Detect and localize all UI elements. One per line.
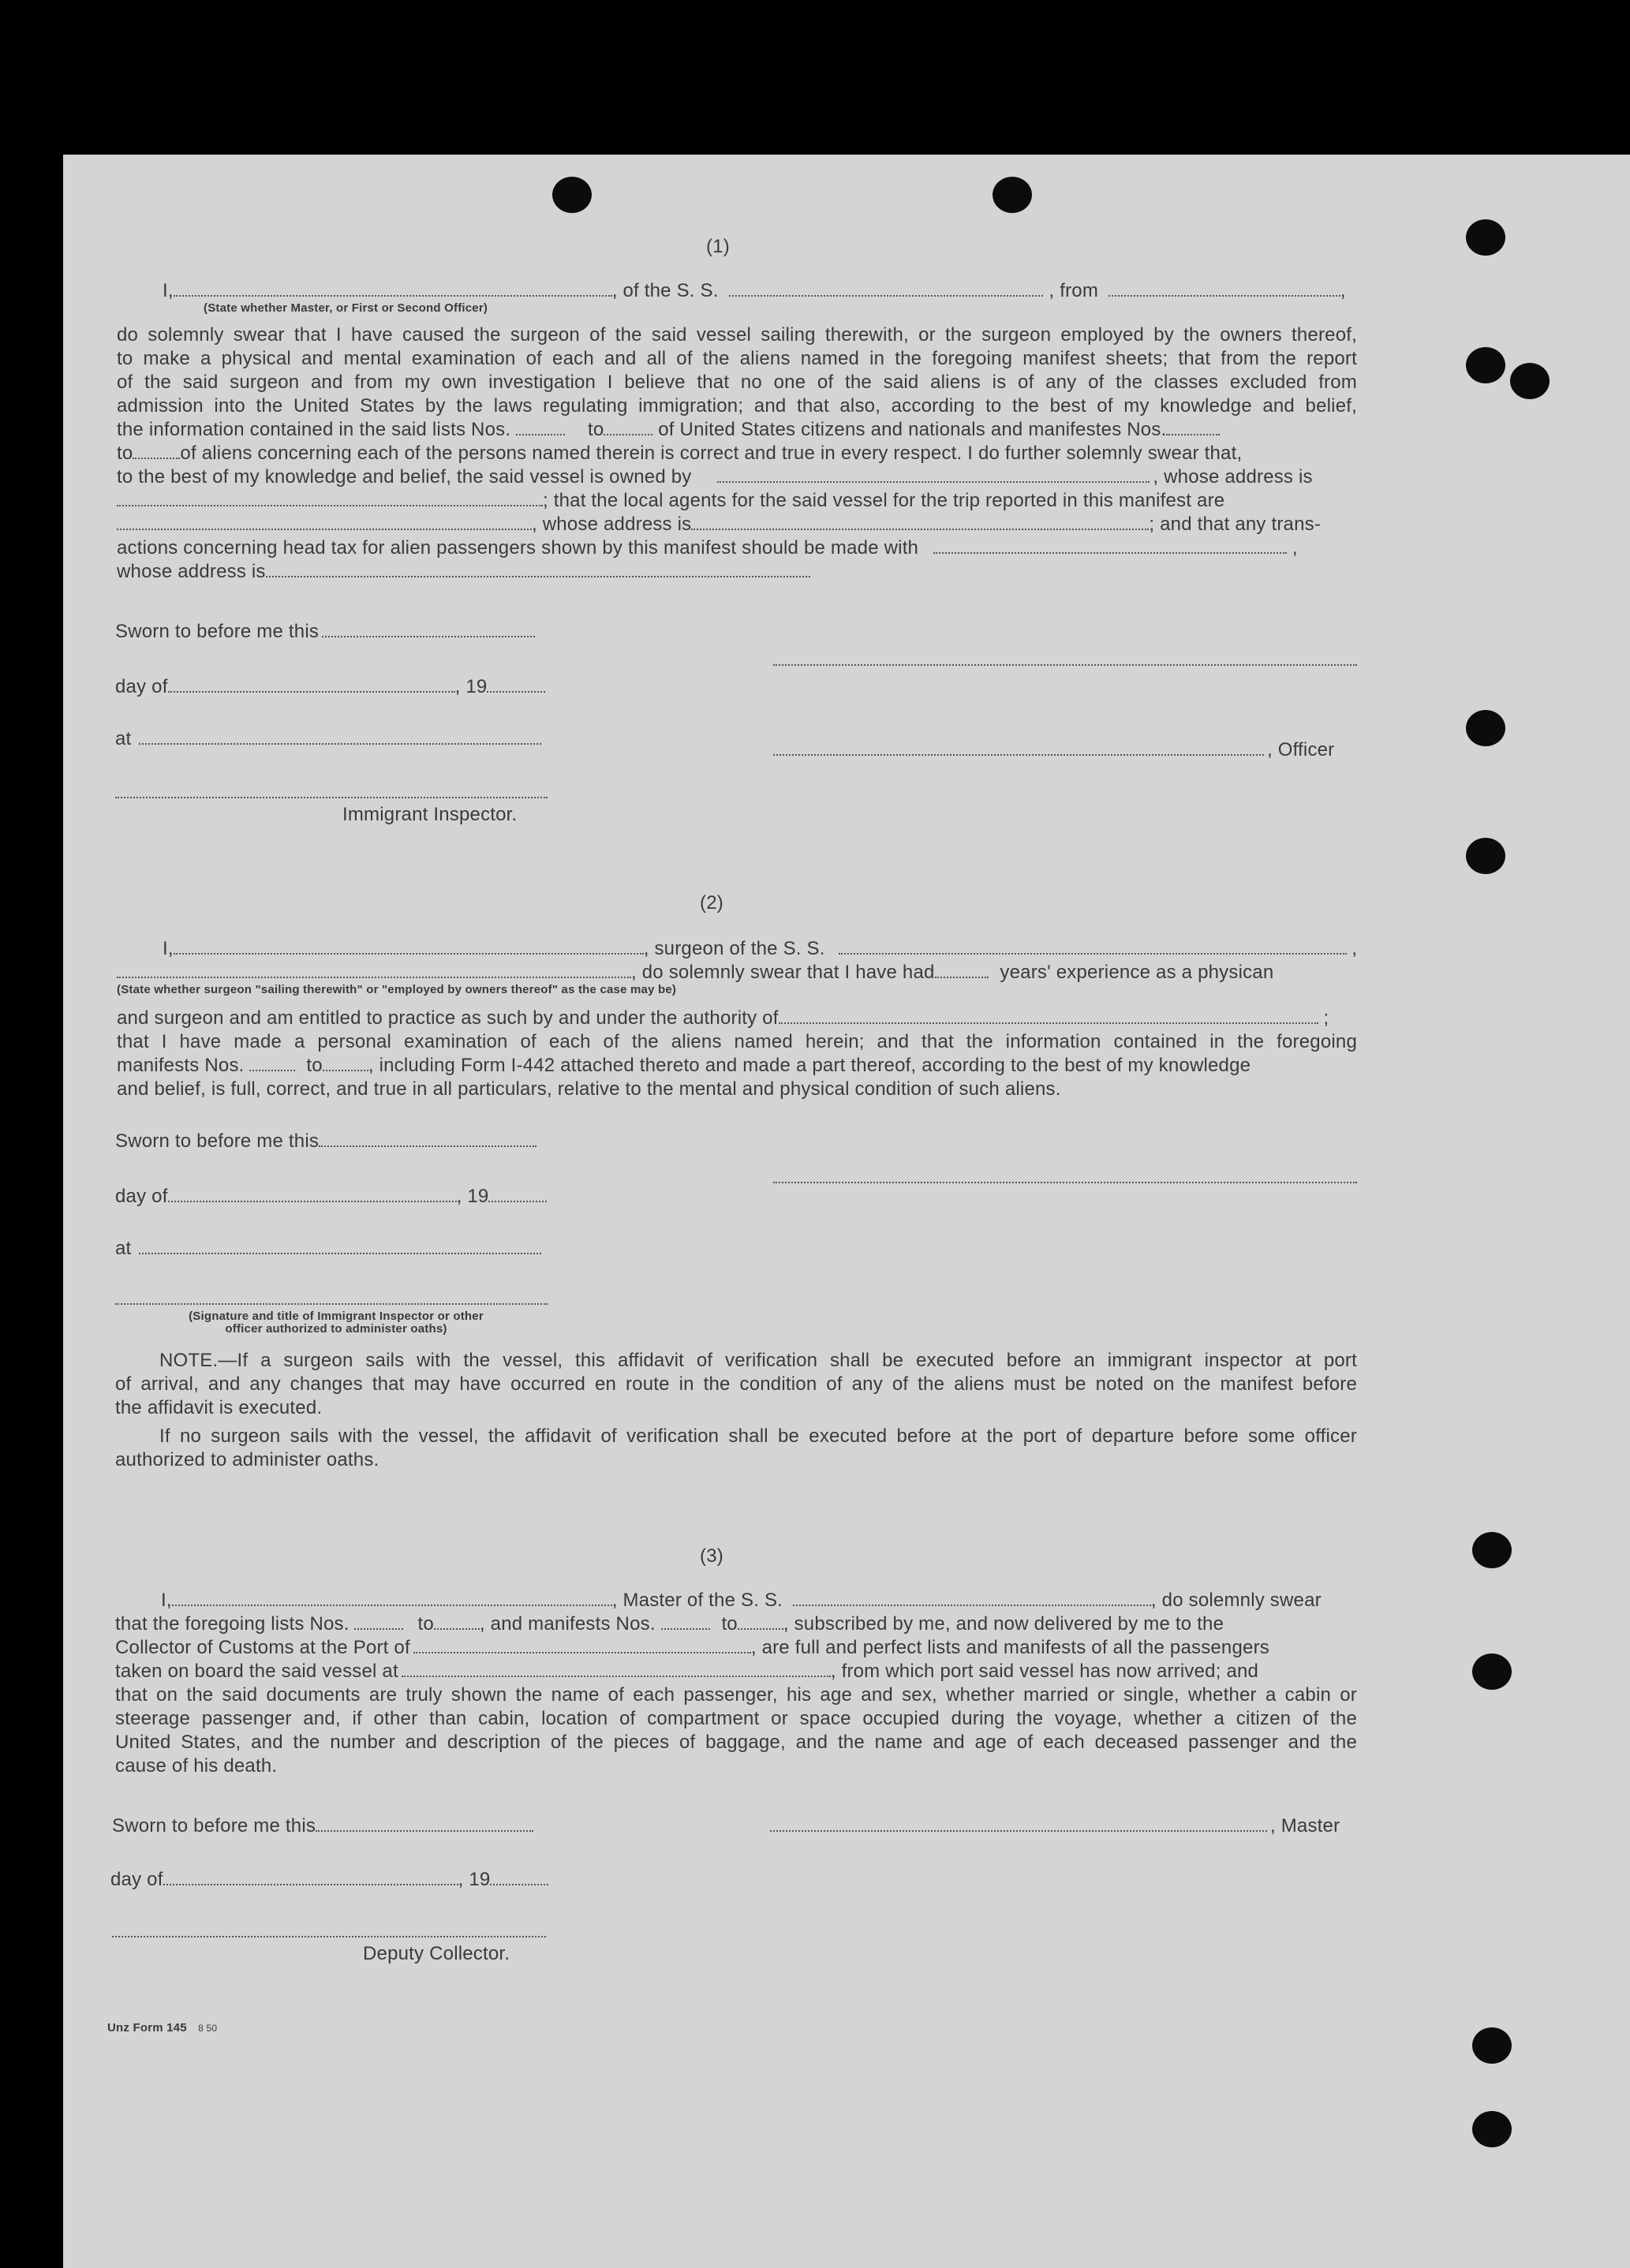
form-number	[107, 2021, 217, 2035]
s2-manifest-to-field[interactable]	[323, 1063, 368, 1071]
s3-collector-label: Deputy Collector.	[363, 1943, 510, 1964]
s2-vessel-field[interactable]	[839, 947, 1347, 955]
s1-inspector-label: Immigrant Inspector.	[342, 804, 518, 825]
s2-year-field[interactable]	[488, 1194, 547, 1202]
s3-body-1: that on the said documents are truly shown the name of each passenger, his age and sex, whether married or single, whether a cabin or	[115, 1684, 1357, 1706]
s2-line-2	[117, 961, 1273, 985]
s2-line-5	[117, 1054, 1251, 1078]
s1-sworn-date-field[interactable]	[322, 630, 535, 637]
punch-hole	[1472, 2111, 1512, 2147]
s1-line-5	[117, 418, 1220, 442]
s1-day-of-label: day of	[115, 676, 168, 697]
s1-l7b: , whose address is	[1153, 466, 1313, 488]
s1-l9b: ; and that any trans-	[1149, 514, 1322, 535]
s1-line-11	[117, 560, 810, 584]
s1-l9a: , whose address is	[532, 514, 692, 535]
s3-line-3	[115, 1636, 1269, 1660]
s2-l3: and surgeon and am entitled to practice as such by and under the authority of	[117, 1007, 779, 1029]
s2-at-label: at	[115, 1238, 132, 1259]
alien-manifest-from-field[interactable]	[1166, 428, 1220, 435]
s2-note-p2b: authorized to administer oaths.	[115, 1449, 379, 1470]
citizen-list-from-field[interactable]	[516, 428, 565, 435]
s1-officer-name-field[interactable]	[773, 748, 1264, 756]
s2-l5b: to	[306, 1055, 323, 1076]
s3-sworn	[112, 1814, 533, 1838]
s1-l5a: the information contained in the said lists Nos.	[117, 419, 511, 440]
head-tax-contact-field[interactable]	[933, 546, 1287, 554]
s3-sworn-label: Sworn to before me this	[112, 1815, 316, 1836]
s3-l2e: , subscribed by me, and now delivered by me to the	[783, 1613, 1224, 1635]
section-2-number: (2)	[700, 892, 723, 914]
s3-lists-from-field[interactable]	[354, 1622, 403, 1630]
s2-sworn-label: Sworn to before me this	[115, 1130, 320, 1152]
s1-of-ss: , of the S. S.	[611, 280, 719, 301]
s3-port-field[interactable]	[413, 1646, 751, 1653]
s1-sworn	[115, 620, 535, 644]
s3-line-2	[115, 1612, 1224, 1636]
s1-l6a: to	[117, 443, 133, 464]
s2-sworn-date-field[interactable]	[319, 1139, 536, 1147]
s1-i: I,	[163, 280, 174, 301]
s1-officer-label: , Officer	[1267, 739, 1335, 760]
s2-at	[115, 1237, 541, 1261]
s1-day-of	[115, 675, 545, 699]
s3-l2a: that the foregoing lists Nos.	[115, 1613, 350, 1635]
punch-hole	[1510, 363, 1550, 399]
s3-l2d: to	[721, 1613, 738, 1635]
s2-years-field[interactable]	[935, 970, 989, 978]
s3-collector-signature-line[interactable]	[112, 1934, 546, 1937]
s3-last: cause of his death.	[115, 1755, 278, 1777]
s3-body-3: United States, and the number and description of the pieces of baggage, and the name and age of each deceased passenger and the	[115, 1732, 1357, 1753]
s1-officer-signature-line[interactable]	[773, 663, 1357, 666]
s2-sworn	[115, 1130, 536, 1153]
s3-lists-to-field[interactable]	[434, 1622, 480, 1630]
s1-line-1: I, , of the S. S. , from ,	[163, 280, 1346, 301]
s1-at	[115, 727, 541, 751]
s1-line-8	[117, 489, 1224, 513]
s1-l11: whose address is	[117, 561, 266, 582]
s1-l6b: of aliens concerning each of the persons named therein is correct and true in every respect. I do further solemnly swear that,	[180, 443, 1243, 464]
s3-body-2: steerage passenger and, if other than cabin, location of compartment or space occupied during the voyage, whether a citizen of the	[115, 1708, 1357, 1729]
s3-line-1	[161, 1589, 1322, 1612]
s1-inspector-signature-line[interactable]	[115, 795, 548, 798]
s1-l5c: of United States citizens and nationals and manifestes Nos.	[658, 419, 1167, 440]
s2-note-p1b: of arrival, and any changes that may have occurred en route in the condition of any of the aliens must be noted on the manifest before	[115, 1373, 1357, 1395]
s3-manifests-from-field[interactable]	[661, 1622, 710, 1630]
form-label: Unz Form 145	[107, 2021, 187, 2034]
s1-line-10: actions concerning head tax for alien passengers shown by this manifest should be made with ,	[117, 537, 1298, 559]
s3-master-signature-field[interactable]	[770, 1824, 1267, 1832]
s3-i: I,	[161, 1590, 172, 1611]
s3-master-name-field[interactable]	[172, 1598, 612, 1606]
s3-master-line	[770, 1814, 1340, 1838]
s2-l5a: manifests Nos.	[117, 1055, 245, 1076]
s2-year-label: , 19	[456, 1186, 489, 1207]
agents-address-field[interactable]	[691, 522, 1149, 530]
punch-hole	[1466, 838, 1505, 874]
s2-day-of	[115, 1185, 547, 1209]
s2-l2b: years' experience as a physican	[1000, 962, 1274, 983]
s2-note-p1c: the affidavit is executed.	[115, 1397, 323, 1418]
s3-year-label: , 19	[458, 1869, 491, 1890]
s1-at-label: at	[115, 728, 132, 749]
s1-l10: actions concerning head tax for alien passengers shown by this manifest should be made with	[117, 537, 919, 559]
punch-hole	[552, 177, 592, 213]
s2-l5c: , including Form I-442 attached thereto and made a part thereof, according to the best of my knowledge	[368, 1055, 1251, 1076]
s3-master-label: , Master	[1270, 1815, 1340, 1836]
s2-line-6: and belief, is full, correct, and true in all particulars, relative to the mental and physical condition of such aliens.	[117, 1078, 1061, 1100]
vessel-owner-field[interactable]	[717, 475, 1150, 483]
local-agents-field[interactable]	[117, 522, 532, 530]
s2-note: (State whether surgeon "sailing therewith" or "employed by owners thereof" as the case may be)	[117, 983, 677, 996]
s1-l5b: to	[587, 419, 604, 440]
s1-line-6	[117, 442, 1242, 465]
s3-l4a: taken on board the said vessel at	[115, 1661, 398, 1682]
officer-title-field[interactable]	[174, 289, 612, 297]
s3-day-of-label: day of	[110, 1869, 163, 1890]
s2-inspector-signature-line[interactable]	[115, 1302, 548, 1305]
s2-l2a: , do solemnly swear that I have had	[631, 962, 935, 983]
s2-surgeon-of: , surgeon of the S. S.	[643, 938, 825, 959]
s3-day-of	[110, 1868, 548, 1892]
alien-manifest-to-field[interactable]	[133, 451, 180, 459]
section-3-number: (3)	[700, 1545, 723, 1567]
s1-officer-line	[773, 738, 1334, 762]
s1-day-field[interactable]	[168, 685, 455, 693]
s2-surgeon-name-field[interactable]	[174, 947, 644, 955]
punch-hole	[1466, 347, 1505, 383]
s1-body-2: to make a physical and mental examination of each and all of the aliens named in the foregoing manifest sheets; that from the report	[117, 348, 1357, 369]
owner-address-field[interactable]	[117, 499, 543, 506]
s3-l4b: , from which port said vessel has now arrived; and	[830, 1661, 1259, 1682]
s2-sig-note-1: (Signature and title of Immigrant Inspector or other	[189, 1310, 484, 1323]
s3-l1b: , Master of the S. S.	[611, 1590, 783, 1611]
departure-port-field[interactable]	[1108, 289, 1340, 297]
s1-body-4: admission into the United States by the laws regulating immigration; and that also, according to the best of my knowledge and belief,	[117, 395, 1357, 417]
s2-at-field[interactable]	[139, 1246, 541, 1254]
s1-body-1: do solemnly swear that I have caused the surgeon of the said vessel sailing therewith, or the surgeon employed by the owners thereof,	[117, 324, 1357, 346]
s1-line-9	[117, 513, 1321, 536]
s2-note-p1a: NOTE.—If a surgeon sails with the vessel, this affidavit of verification shall be executed before an immigrant inspector at port	[159, 1350, 1357, 1371]
s1-from: , from	[1049, 280, 1099, 301]
s3-vessel-field[interactable]	[793, 1598, 1151, 1606]
section-1-number: (1)	[706, 236, 730, 257]
s1-sworn-label: Sworn to before me this	[115, 621, 320, 642]
s1-l7a: to the best of my knowledge and belief, the said vessel is owned by	[117, 466, 692, 488]
s1-line-7	[117, 465, 1313, 489]
s3-l1c: , do solemnly swear	[1150, 1590, 1322, 1611]
s1-body-3: of the said surgeon and from my own investigation I believe that no one of the said aliens is of any of the classes excluded from	[117, 372, 1357, 393]
s3-sworn-date-field[interactable]	[316, 1824, 533, 1832]
form-code: 8 50	[198, 2023, 218, 2034]
s1-officer-note: (State whether Master, or First or Second Officer)	[204, 301, 488, 315]
s2-note-p2a: If no surgeon sails with the vessel, the affidavit of verification shall be executed before at the port of departure before some officer	[159, 1425, 1357, 1447]
vessel-name-field[interactable]	[729, 289, 1043, 297]
punch-hole	[1472, 2027, 1512, 2064]
s3-manifests-to-field[interactable]	[738, 1622, 783, 1630]
s1-l8: ; that the local agents for the said vessel for the trip reported in this manifest are	[543, 490, 1225, 511]
s2-line-4: that I have made a personal examination of each of the aliens named herein; and that the information contained in the foregoing	[117, 1031, 1357, 1052]
head-tax-address-field[interactable]	[266, 570, 810, 577]
s2-day-field[interactable]	[168, 1194, 457, 1202]
s2-sig-note-2: officer authorized to administer oaths)	[225, 1322, 447, 1336]
s3-year-field[interactable]	[490, 1878, 548, 1885]
s3-l2b: to	[417, 1613, 434, 1635]
s2-day-of-label: day of	[115, 1186, 168, 1207]
punch-hole	[993, 177, 1032, 213]
s3-l2c: , and manifests Nos.	[479, 1613, 656, 1635]
punch-hole	[1466, 710, 1505, 746]
s2-authority-field[interactable]	[779, 1016, 1318, 1024]
s2-surgeon-signature-line[interactable]	[773, 1180, 1357, 1183]
s3-day-field[interactable]	[163, 1878, 458, 1885]
s2-manifest-from-field[interactable]	[249, 1063, 295, 1071]
s1-year-label: , 19	[454, 676, 488, 697]
s1-year-field[interactable]	[487, 685, 545, 693]
punch-hole	[1472, 1653, 1512, 1690]
s2-i: I,	[163, 938, 174, 959]
s3-line-4	[115, 1660, 1258, 1683]
s3-l3a: Collector of Customs at the Port of	[115, 1637, 410, 1658]
citizen-list-to-field[interactable]	[604, 428, 652, 435]
s2-line-1: I, , surgeon of the S. S. ,	[163, 938, 1358, 959]
s3-l3b: , are full and perfect lists and manifests of all the passengers	[750, 1637, 1269, 1658]
s1-at-field[interactable]	[139, 737, 541, 745]
s3-boarding-port-field[interactable]	[402, 1669, 831, 1677]
s2-line-3: and surgeon and am entitled to practice as such by and under the authority of ;	[117, 1007, 1329, 1029]
punch-hole	[1472, 1532, 1512, 1568]
punch-hole	[1466, 219, 1505, 256]
s2-surgeon-type-field[interactable]	[117, 970, 631, 978]
